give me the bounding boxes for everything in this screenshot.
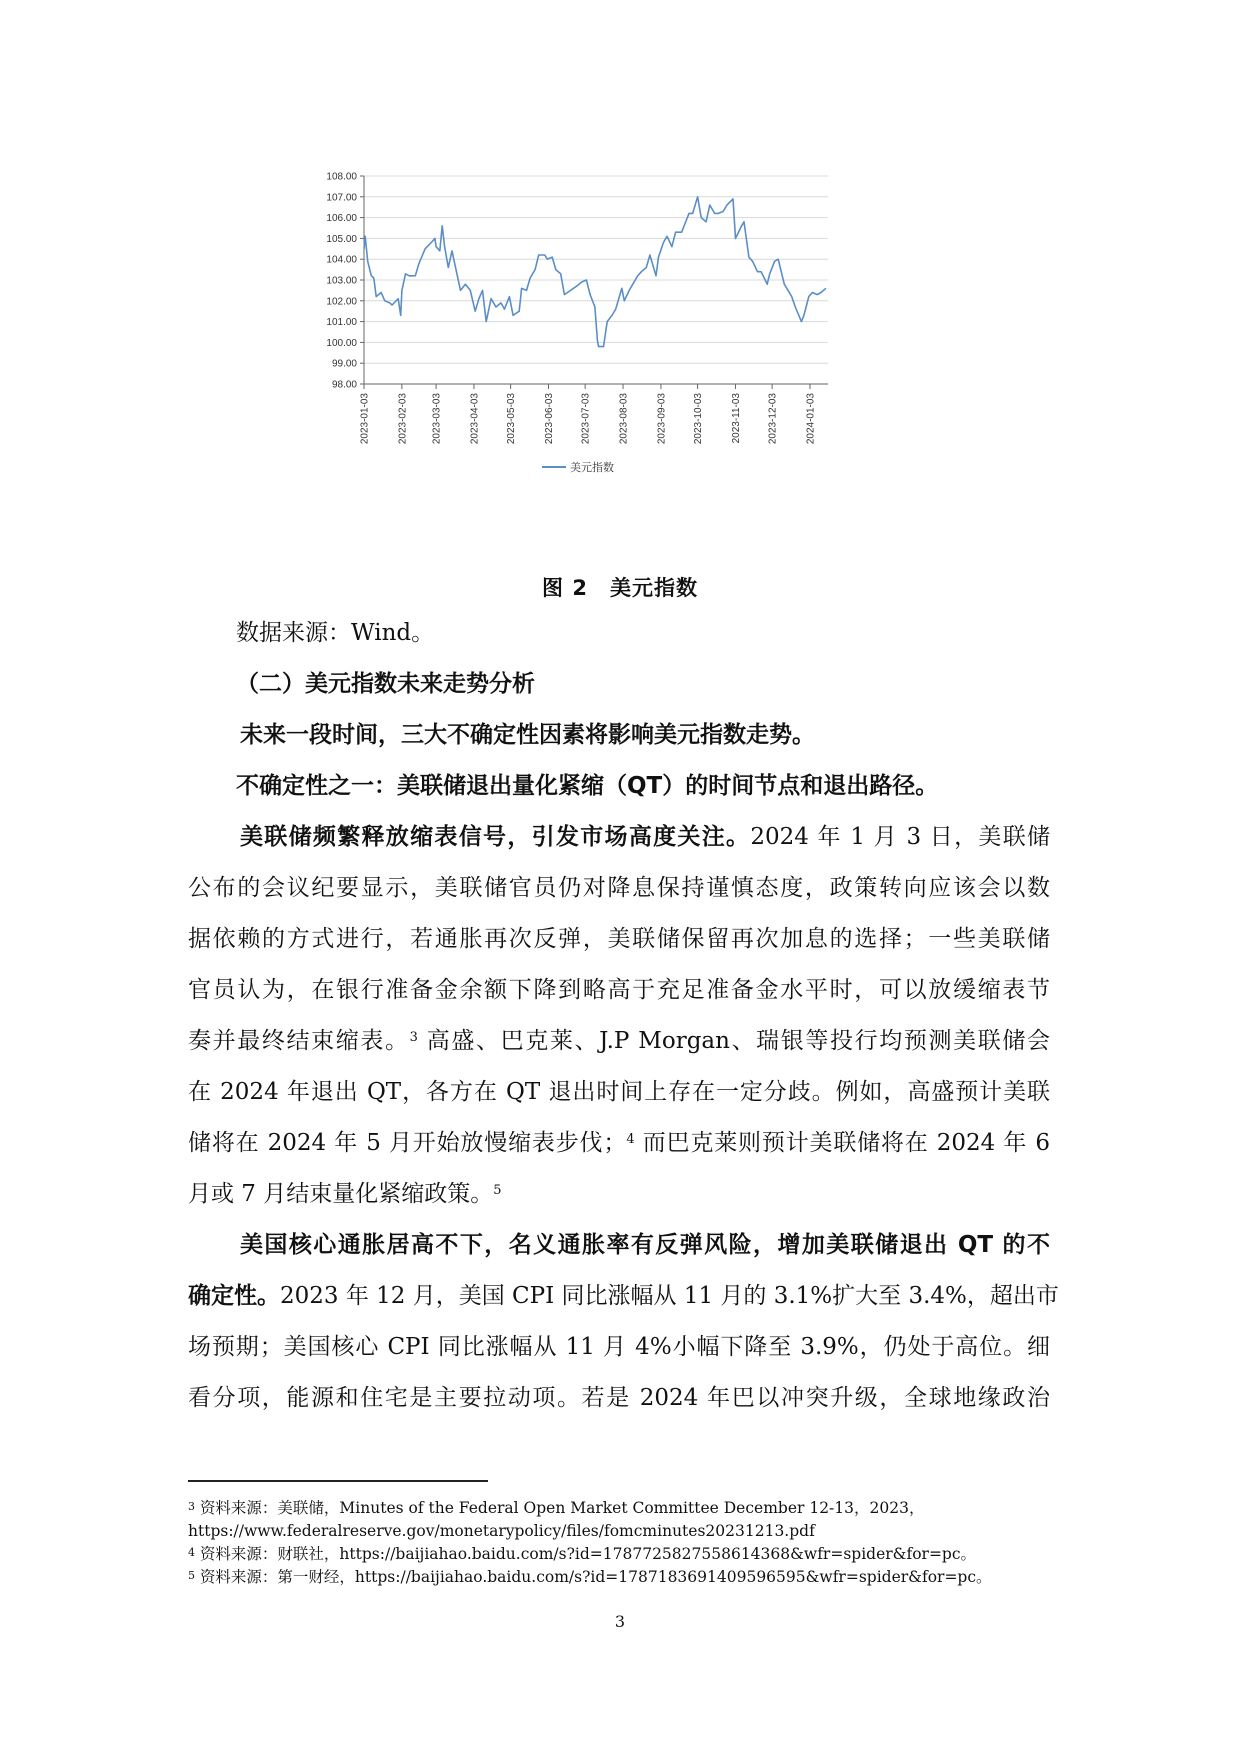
x-tick-label: 2023-12-03 xyxy=(767,393,779,445)
y-tick-label: 102.00 xyxy=(326,296,357,308)
paragraph-line xyxy=(188,1169,1050,1220)
paragraph-line xyxy=(188,1271,1059,1322)
data-source-line: 数据来源：Wind。 xyxy=(236,620,435,646)
x-tick-label: 2024-01-03 xyxy=(805,393,817,445)
x-tick-label: 2023-02-03 xyxy=(397,393,409,445)
footnote-ref: 4 xyxy=(626,1132,635,1147)
subheading: 不确定性之一：美联储退出量化紧缩（QT）的时间节点和退出路径。 xyxy=(236,773,939,799)
y-tick-label: 100.00 xyxy=(326,337,357,349)
footnotes xyxy=(188,1497,1088,1589)
footnote-text: 资料来源：财联社，https://baijiahao.baidu.com/s?id=1787725827558614368&wfr=spider&for=pc。 xyxy=(195,1545,977,1563)
y-tick-label: 103.00 xyxy=(326,275,357,287)
x-tick-label: 2023-08-03 xyxy=(618,393,630,445)
footnote-divider xyxy=(188,1480,488,1482)
dollar-index-chart xyxy=(326,160,960,540)
footnote-5 xyxy=(188,1566,1088,1589)
text-span: 奏并最终结束缩表。 xyxy=(188,1028,410,1054)
figure-number: 图 2 xyxy=(542,576,588,600)
x-tick-label: 2023-05-03 xyxy=(506,393,518,445)
y-tick-label: 106.00 xyxy=(326,213,357,225)
chart-gridlines xyxy=(364,176,828,384)
text-span: 高盛、巴克莱、J.P Morgan、瑞银等投行均预测美联储会 xyxy=(417,1028,1051,1054)
x-tick-label: 2023-09-03 xyxy=(656,393,668,445)
footnote-ref: 3 xyxy=(409,1030,418,1045)
figure-caption xyxy=(0,572,1240,602)
text-span: 2024 年 1 月 3 日，美联储 xyxy=(750,824,1050,850)
y-tick-label: 105.00 xyxy=(326,233,357,245)
paragraph-line xyxy=(188,1118,1050,1169)
y-tick-label: 101.00 xyxy=(326,317,357,329)
paragraph-line xyxy=(188,812,1050,863)
footnote-4 xyxy=(188,1543,1088,1566)
y-axis xyxy=(326,172,364,391)
paragraph-line: 场预期；美国核心 CPI 同比涨幅从 11 月 4%小幅下降至 3.9%，仍处于高位。细 xyxy=(188,1334,1050,1360)
paragraph-line: 美国核心通胀居高不下，名义通胀率有反弹风险，增加美联储退出 QT 的不 xyxy=(240,1232,1050,1258)
text-span: 而巴克莱则预计美联储将在 2024 年 6 xyxy=(634,1130,1050,1156)
footnote-number: 3 xyxy=(188,1500,195,1513)
y-tick-label: 107.00 xyxy=(326,192,357,204)
bold-lead: 美联储频繁释放缩表信号，引发市场高度关注。 xyxy=(240,824,751,850)
text-span: 月或 7 月结束量化紧缩政策。 xyxy=(188,1181,494,1207)
x-tick-label: 2023-11-03 xyxy=(730,393,742,444)
figure-title: 美元指数 xyxy=(609,576,698,600)
text-span: 2023 年 12 月，美国 CPI 同比涨幅从 11 月的 3.1%扩大至 3.4%，超出市 xyxy=(280,1283,1059,1309)
x-tick-label: 2023-04-03 xyxy=(469,393,481,445)
footnote-number: 5 xyxy=(188,1569,195,1582)
footnote-text: 资料来源：第一财经，https://baijiahao.baidu.com/s?id=1787183691409596595&wfr=spider&for=pc。 xyxy=(195,1568,992,1586)
paragraph-line: 据依赖的方式进行，若通胀再次反弹，美联储保留再次加息的选择；一些美联储 xyxy=(188,926,1050,952)
paragraph-line xyxy=(188,1016,1050,1067)
y-tick-label: 99.00 xyxy=(331,358,357,370)
series-line-dollar-index xyxy=(364,197,826,347)
paragraph-line: 官员认为，在银行准备金余额下降到略高于充足准备金水平时，可以放缓缩表节 xyxy=(188,977,1050,1003)
x-tick-label: 2023-03-03 xyxy=(431,393,443,445)
y-tick-label: 108.00 xyxy=(326,171,357,183)
footnote-text: 资料来源：美联储，Minutes of the Federal Open Market Committee December 12-13，2023， xyxy=(195,1499,925,1517)
paragraph-line: 看分项，能源和住宅是主要拉动项。若是 2024 年巴以冲突升级，全球地缘政治 xyxy=(188,1385,1050,1411)
footnote-3-url: https://www.federalreserve.gov/monetarypolicy/files/fomcminutes20231213.pdf xyxy=(188,1522,815,1540)
y-tick-label: 104.00 xyxy=(326,254,357,266)
footnote-ref: 5 xyxy=(493,1183,502,1198)
footnote-3 xyxy=(188,1497,1088,1520)
x-tick-label: 2023-10-03 xyxy=(693,393,705,445)
footnote-number: 4 xyxy=(188,1546,195,1559)
paragraph-line: 在 2024 年退出 QT，各方在 QT 退出时间上存在一定分歧。例如，高盛预计美联 xyxy=(188,1079,1050,1105)
x-tick-label: 2023-06-03 xyxy=(544,393,556,445)
section-heading: （二）美元指数未来走势分析 xyxy=(236,671,535,697)
x-tick-label: 2023-07-03 xyxy=(580,393,592,445)
bold-lead: 确定性。 xyxy=(188,1283,280,1309)
y-tick-label: 98.00 xyxy=(331,379,357,391)
body-text xyxy=(188,608,1059,1424)
lead-sentence: 未来一段时间，三大不确定性因素将影响美元指数走势。 xyxy=(240,722,815,748)
legend-label: 美元指数 xyxy=(570,462,614,474)
legend xyxy=(542,460,614,474)
text-span: 储将在 2024 年 5 月开始放慢缩表步伐； xyxy=(188,1130,627,1156)
page-number: 3 xyxy=(614,1612,626,1631)
x-tick-label: 2023-01-03 xyxy=(359,393,371,445)
x-axis xyxy=(360,384,829,444)
paragraph-line: 公布的会议纪要显示，美联储官员仍对降息保持谨慎态度，政策转向应该会以数 xyxy=(188,875,1050,901)
